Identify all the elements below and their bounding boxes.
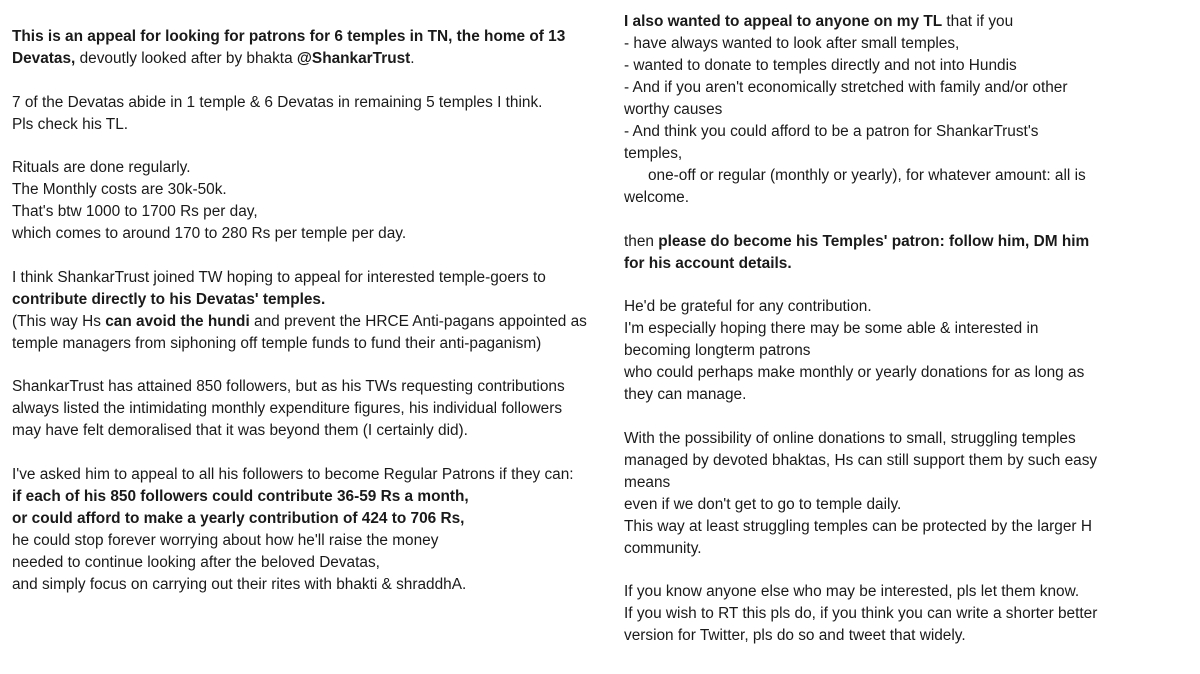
text-line <box>12 48 610 70</box>
paragraph-devatas <box>12 92 610 136</box>
text-line: - wanted to donate to temples directly and not into Hundis <box>624 57 1017 74</box>
text-line: I'm especially hoping there may be some able & interested in <box>624 320 1039 338</box>
text-line: one-off or regular (monthly or yearly), for whatever amount: all is <box>648 167 1086 184</box>
paragraph-gratitude <box>624 296 1194 406</box>
text-line: I think ShankarTrust joined TW hoping to appeal for interested temple-goers to <box>12 268 546 286</box>
paragraph-spacer <box>624 406 1194 428</box>
text-line: means <box>624 473 671 491</box>
paragraph-purpose <box>12 267 610 355</box>
text-line: If you wish to RT this pls do, if you think you can write a shorter better <box>624 605 1098 623</box>
paragraph-spacer <box>624 560 1194 582</box>
text-line <box>624 231 1194 253</box>
twitter-handle: @ShankarTrust <box>296 50 411 67</box>
text-line: they can manage. <box>624 386 747 404</box>
text-line: who could perhaps make monthly or yearly donations for as long as <box>624 364 1085 382</box>
text-bold: please do become his Temples' patron: follow him, DM him <box>658 232 1090 250</box>
text-line <box>12 311 610 333</box>
text-line: becoming longterm patrons <box>624 342 811 360</box>
text-line: I've asked him to appeal to all his followers to become Regular Patrons if they can: <box>12 465 574 483</box>
paragraph-share <box>624 581 1194 647</box>
text-span: (This way Hs <box>12 312 106 330</box>
text-line: This way at least struggling temples can be protected by the larger H <box>624 517 1092 535</box>
text-span: that if you <box>942 13 1014 30</box>
text-line: worthy causes <box>624 101 723 118</box>
paragraph-spacer <box>12 245 610 267</box>
text-line: he could stop forever worrying about how he'll raise the money <box>12 531 439 549</box>
text-line: With the possibility of online donations to small, struggling temples <box>624 429 1076 447</box>
text-line: or could afford to make a yearly contribution of 424 to 706 Rs, <box>12 509 465 527</box>
text-line: 7 of the Devatas abide in 1 temple & 6 Devatas in remaining 5 temples I think. <box>12 93 543 111</box>
paragraph-spacer <box>624 275 1194 297</box>
paragraph-spacer <box>12 355 610 377</box>
paragraph-followers <box>12 376 610 442</box>
text-line: needed to continue looking after the beloved Devatas, <box>12 553 380 571</box>
text-line: if each of his 850 followers could contribute 36-59 Rs a month, <box>12 487 469 505</box>
text-line <box>624 11 1194 33</box>
text-line: temples, <box>624 145 683 162</box>
text-line: community. <box>624 539 702 557</box>
text-line: Pls check his TL. <box>12 115 129 133</box>
text-line: and simply focus on carrying out their rites with bhakti & shraddhA. <box>12 575 467 593</box>
text-bold: Devatas, <box>12 50 76 67</box>
paragraph-spacer <box>624 209 1194 231</box>
text-line: welcome. <box>624 189 690 206</box>
text-bold: I also wanted to appeal to anyone on my TL <box>624 13 943 30</box>
text-line: - have always wanted to look after small temples, <box>624 35 960 52</box>
text-line: - And if you aren't economically stretched with family and/or other <box>624 79 1068 96</box>
text-span: . <box>410 50 415 67</box>
text-line: for his account details. <box>624 254 792 272</box>
left-column <box>12 0 610 596</box>
text-span: and prevent the HRCE Anti-pagans appointed as <box>249 312 587 330</box>
text-bold: can avoid the hundi <box>105 312 250 330</box>
text-line: managed by devoted bhaktas, Hs can still support them by such easy <box>624 451 1098 469</box>
text-line: even if we don't get to go to temple daily. <box>624 495 902 513</box>
paragraph-appeal-tl <box>624 11 1194 209</box>
paragraph-appeal-intro <box>12 26 610 70</box>
text-line: version for Twitter, pls do so and tweet that widely. <box>624 627 966 645</box>
text-line: contribute directly to his Devatas' temples. <box>12 290 326 308</box>
paragraph-spacer <box>12 442 610 464</box>
paragraph-regular-patrons <box>12 464 610 596</box>
text-span: then <box>624 232 659 250</box>
paragraph-become-patron <box>624 231 1194 275</box>
text-line: If you know anyone else who may be interested, pls let them know. <box>624 583 1080 601</box>
text-line: That's btw 1000 to 1700 Rs per day, <box>12 203 258 221</box>
text-line: Rituals are done regularly. <box>12 159 191 177</box>
text-span: devoutly looked after by bhakta <box>75 50 297 67</box>
text-line: temple managers from siphoning off temple funds to fund their anti-paganism) <box>12 334 542 352</box>
text-line: The Monthly costs are 30k-50k. <box>12 181 227 199</box>
right-column <box>624 0 1194 647</box>
paragraph-costs <box>12 157 610 245</box>
text-line: which comes to around 170 to 280 Rs per temple per day. <box>12 225 407 243</box>
text-line: This is an appeal for looking for patrons for 6 temples in TN, the home of 13 <box>12 28 566 45</box>
text-line: may have felt demoralised that it was beyond them (I certainly did). <box>12 422 468 440</box>
text-line: always listed the intimidating monthly expenditure figures, his individual followers <box>12 400 563 418</box>
text-line: He'd be grateful for any contribution. <box>624 298 872 316</box>
paragraph-spacer <box>12 136 610 158</box>
paragraph-spacer <box>12 70 610 92</box>
text-line: ShankarTrust has attained 850 followers, but as his TWs requesting contributions <box>12 378 565 396</box>
paragraph-online-donations <box>624 428 1194 560</box>
text-line: - And think you could afford to be a patron for ShankarTrust's <box>624 123 1039 140</box>
